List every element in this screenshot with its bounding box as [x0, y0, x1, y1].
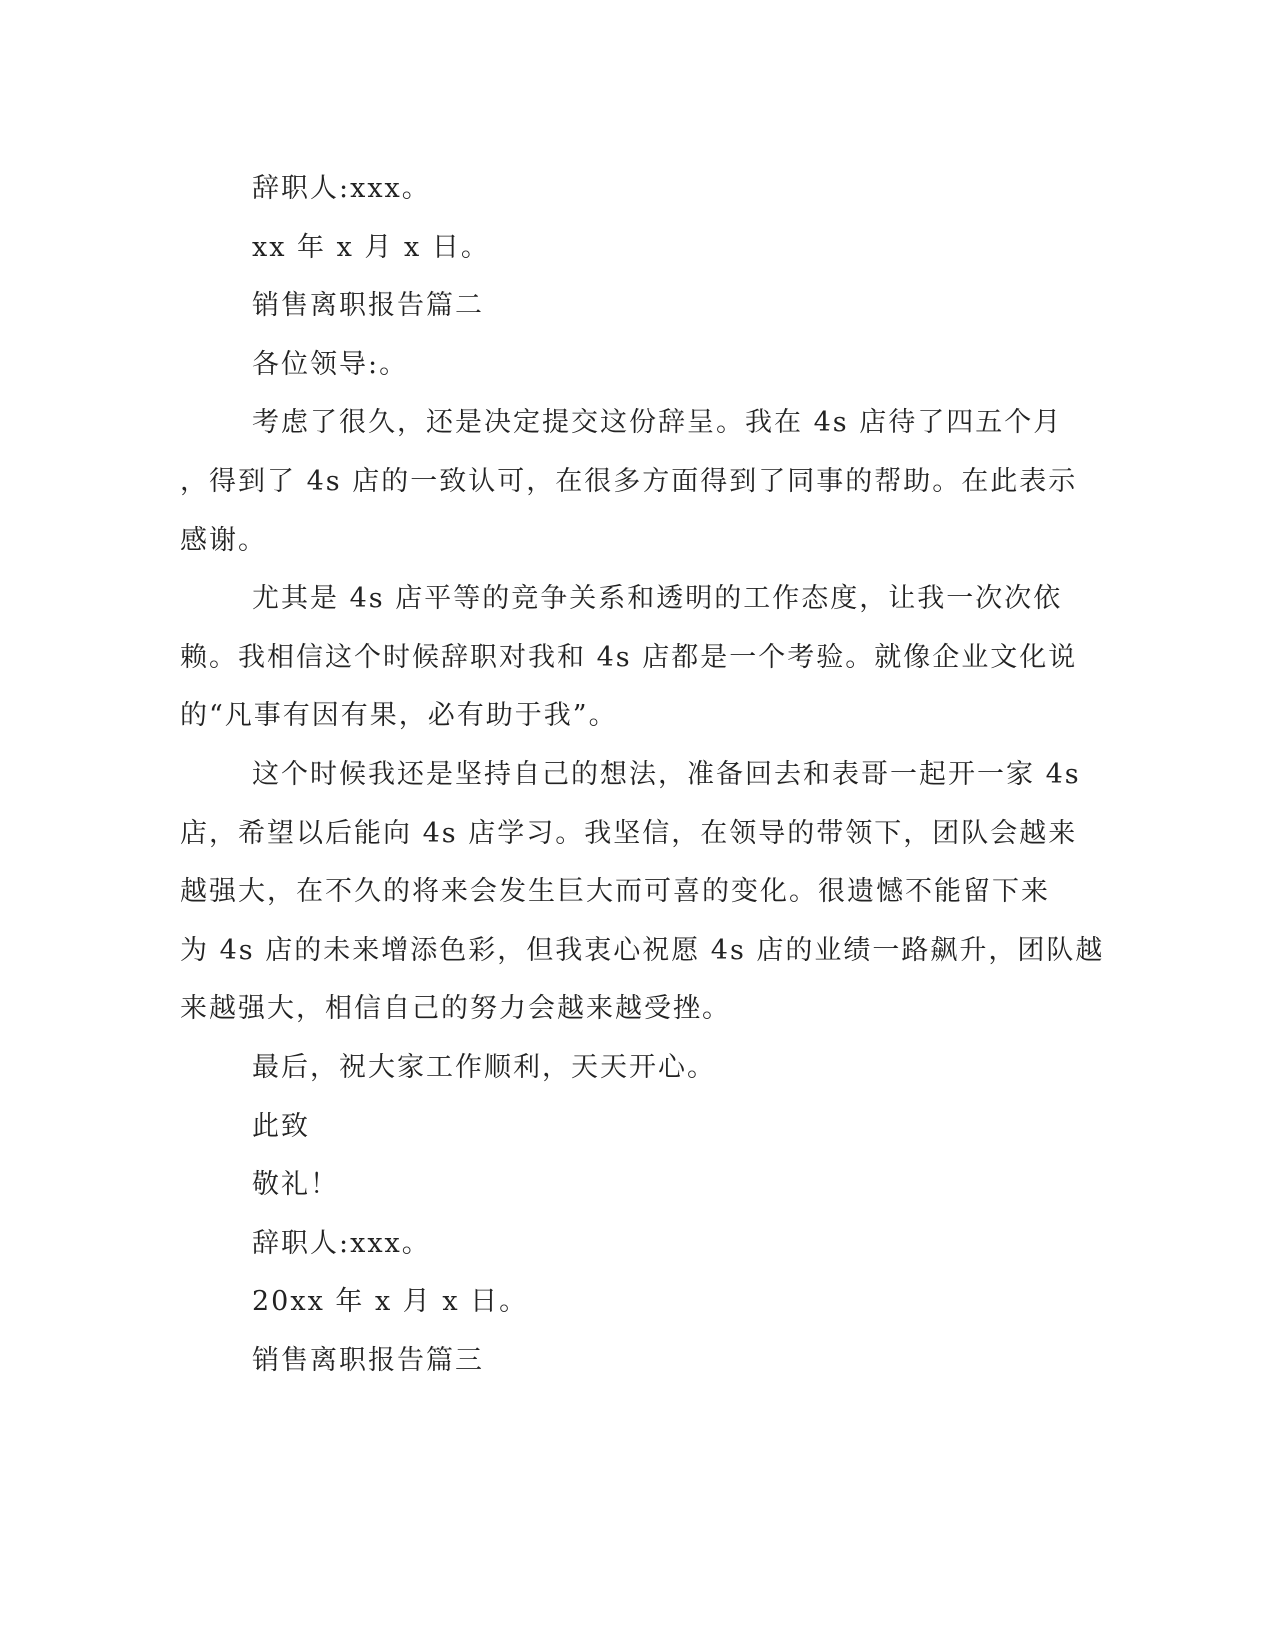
paragraph-line: 为 4s 店的未来增添色彩，但我衷心祝愿 4s 店的业绩一路飙升，团队越	[180, 934, 1105, 966]
paragraph-line: 来越强大，相信自己的努力会越来越受挫。	[180, 993, 731, 1025]
paragraph-line: 尤其是 4s 店平等的竞争关系和透明的工作态度，让我一次次依	[252, 583, 1063, 615]
paragraph-line: 店，希望以后能向 4s 店学习。我坚信，在领导的带领下，团队会越来	[180, 817, 1078, 849]
salutation: 各位领导:。	[252, 348, 409, 380]
signature-line: 辞职人:xxx。	[252, 173, 431, 204]
paragraph-line: 这个时候我还是坚持自己的想法，准备回去和表哥一起开一家 4s	[252, 758, 1081, 790]
paragraph-line: 越强大，在不久的将来会发生巨大而可喜的变化。很遗憾不能留下来	[180, 876, 1050, 908]
paragraph-line: 的“凡事有因有果，必有助于我”。	[180, 700, 618, 732]
section-heading: 销售离职报告篇三	[252, 1344, 484, 1376]
closing-wish: 最后，祝大家工作顺利，天天开心。	[252, 1051, 716, 1083]
closing-salute: 敬礼！	[252, 1169, 339, 1201]
section-heading: 销售离职报告篇二	[252, 290, 484, 322]
date-line: xx 年 x 月 x 日。	[252, 231, 490, 263]
paragraph-1	[180, 394, 1078, 570]
date-line: 20xx 年 x 月 x 日。	[252, 1286, 529, 1318]
paragraph-line: 感谢。	[180, 524, 267, 556]
paragraph-2	[180, 570, 1078, 746]
signature-line: 辞职人:xxx。	[252, 1227, 431, 1259]
closing-line: 此致	[252, 1110, 310, 1142]
paragraph-line: 赖。我相信这个时候辞职对我和 4s 店都是一个考验。就像企业文化说	[180, 641, 1078, 673]
document-body	[180, 160, 1105, 1390]
paragraph-line: ，得到了 4s 店的一致认可，在很多方面得到了同事的帮助。在此表示	[180, 465, 1078, 497]
paragraph-3	[180, 746, 1105, 1039]
paragraph-line: 考虑了很久，还是决定提交这份辞呈。我在 4s 店待了四五个月	[252, 407, 1063, 439]
